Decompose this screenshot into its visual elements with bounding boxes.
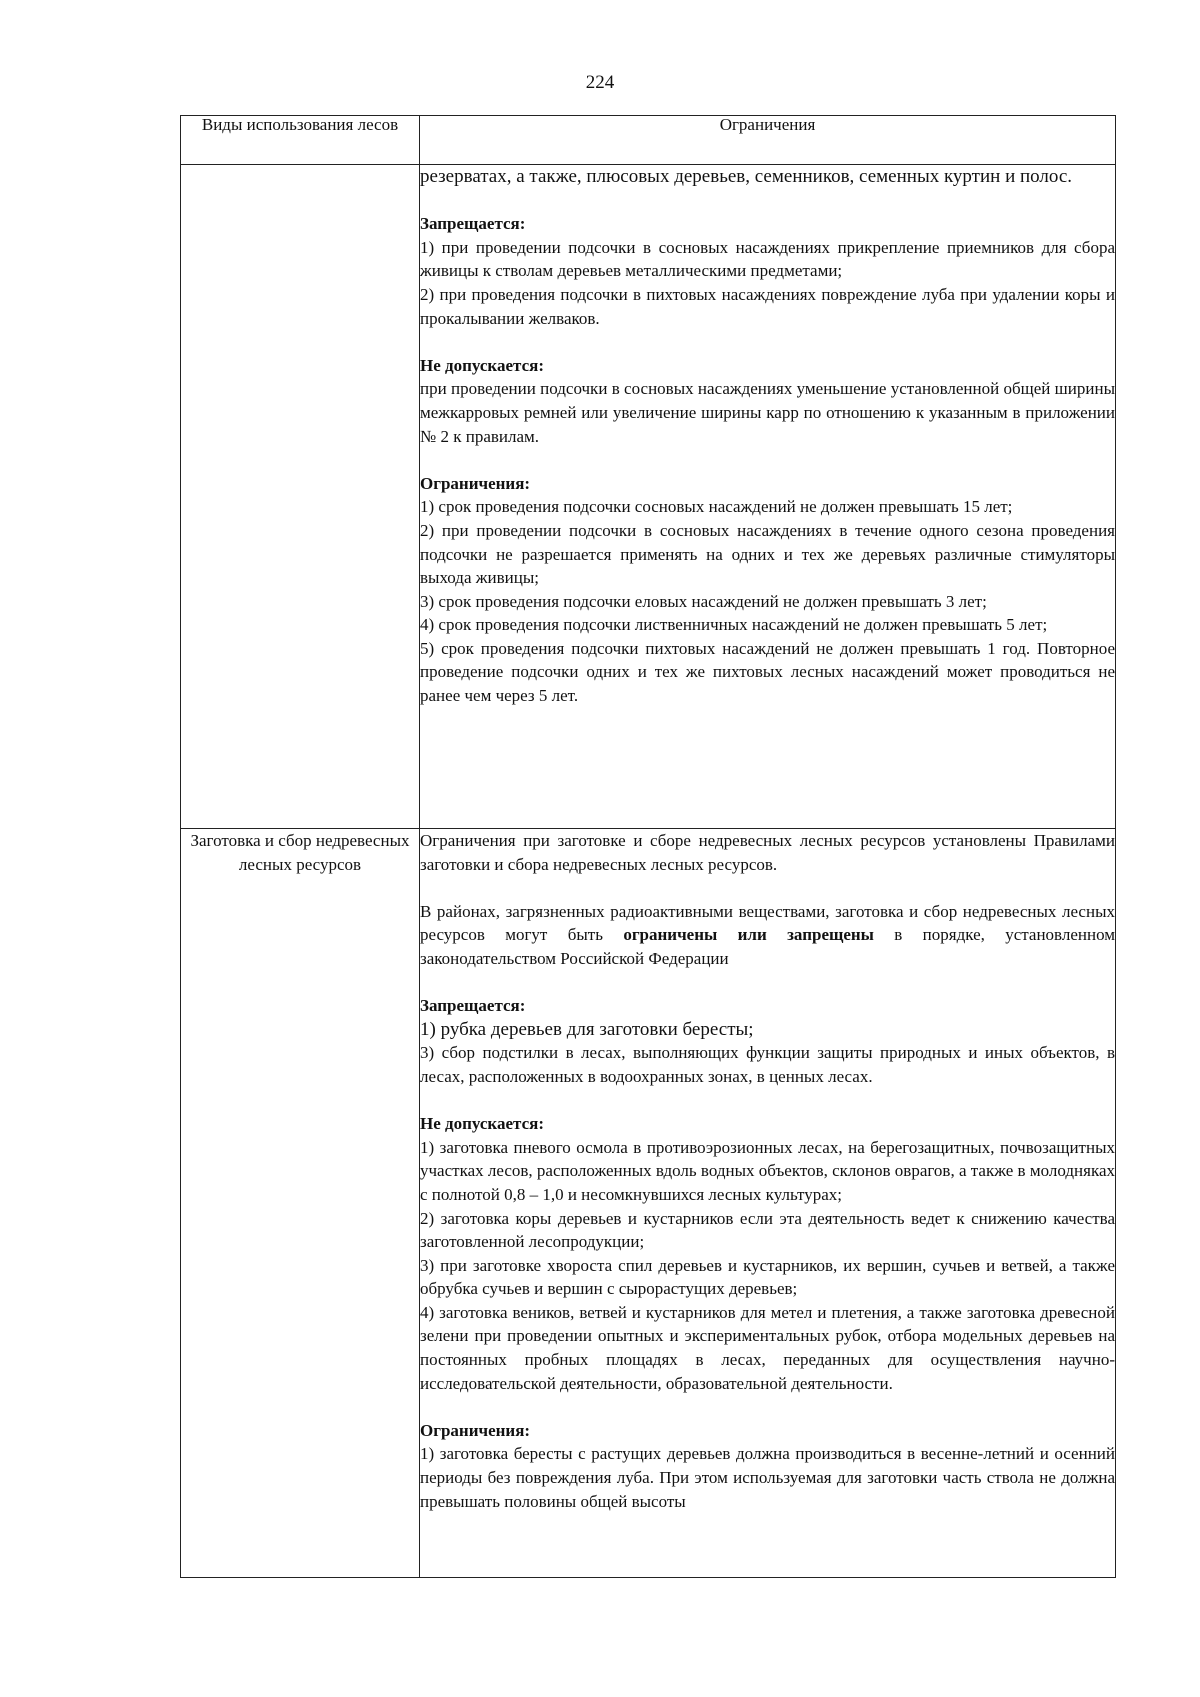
paragraph-spacer (420, 189, 1115, 213)
paragraph: 2) при проведения подсочки в пихтовых насаждениях повреждение луба при удалении коры и прокалывании желваков. (420, 284, 1115, 328)
paragraph: 1) срок проведения подсочки сосновых насаждений не должен превышать 15 лет; (420, 497, 1013, 517)
paragraph-spacer (420, 876, 1115, 900)
paragraph-spacer (420, 448, 1115, 472)
section-heading: Запрещается: (420, 214, 526, 234)
section-heading: Запрещается: (420, 996, 526, 1016)
header-restrictions: Ограничения (420, 116, 1116, 165)
paragraph: Ограничения при заготовке и сборе недревесных лесных ресурсов установлены Правилами заготовки и сбора недревесных лесных ресурсов. (420, 831, 1115, 874)
paragraph: 1) заготовка пневого осмола в противоэрозионных лесах, на берегозащитных, почвозащитных участках лесов, расположенных вдоль водных объектов, склонов оврагов, а также в молодняках с полнотой 0,8 – 1,0 и несомкнувшихся лесных культурах; (420, 1137, 1115, 1204)
paragraph-spacer (420, 330, 1115, 354)
paragraph-spacer (420, 1395, 1115, 1419)
forest-use-cell (181, 165, 420, 829)
section-heading: Ограничения: (420, 473, 531, 493)
restrictions-cell (420, 829, 1116, 1578)
restrictions-table (180, 115, 1116, 1578)
table-row (181, 829, 1116, 1578)
paragraph-text: в порядке, установленном законодательством Российской Федерации (420, 925, 1116, 968)
paragraph: 3) срок проведения подсочки еловых насаждений не должен превышать 3 лет; (420, 591, 987, 611)
section-heading: Не допускается: (420, 355, 544, 375)
paragraph: 2) при проведении подсочки в сосновых насаждениях в течение одного сезона проведения подсочки не разрешается применять на одних и тех же деревьях различные стимуляторы выхода живицы; (420, 520, 1115, 588)
paragraph (420, 900, 1115, 971)
paragraph-spacer (420, 971, 1115, 995)
paragraph: 4) срок проведения подсочки лиственничных насаждений не должен превышать 5 лет; (420, 615, 1048, 635)
paragraph: 1) рубка деревьев для заготовки бересты; (420, 1018, 754, 1040)
paragraph: 5) срок проведения подсочки пихтовых насаждений не должен превышать 1 год. Повторное проведение подсочки одних и тех же пихтовых лесных насаждений может проводиться не ранее чем через 5 лет. (420, 638, 1115, 706)
paragraph: 2) заготовка коры деревьев и кустарников если эта деятельность ведет к снижению качества заготовленной лесопродукции; (420, 1208, 1115, 1252)
paragraph: резерватах, а также, плюсовых деревьев, семенников, семенных куртин и полос. (420, 166, 1073, 187)
paragraph: 4) заготовка веников, ветвей и кустарников для метел и плетения, а также заготовка древесной зелени при проведении опытных и экспериментальных рубок, отбора модельных деревьев на постоянных пробных площадях в лесах, переданных для осуществления научно-исследовательской деятельности, образовательной деятельности. (420, 1302, 1115, 1393)
paragraph: 1) при проведении подсочки в сосновых насаждениях прикрепление приемников для сбора живицы к стволам деревьев металлическими предметами; (420, 237, 1115, 281)
page-number: 224 (585, 72, 615, 93)
table-row (181, 165, 1116, 829)
restrictions-cell (420, 165, 1116, 829)
paragraph: 1) заготовка бересты с растущих деревьев должна производиться в весенне-летний и осенний периоды без повреждения луба. При этом используемая для заготовки часть ствола не должна превышать половины общей высоты (420, 1444, 1115, 1511)
section-heading: Не допускается: (420, 1114, 544, 1134)
header-forest-use-types: Виды использования лесов (181, 116, 420, 165)
paragraph-text: В районах, загрязненных радиоактивными веществами, заготовка и сбор недревесных лесных ресурсов могут быть (420, 901, 1115, 945)
section-heading: Ограничения: (420, 1420, 531, 1440)
paragraph: при проведении подсочки в сосновых насаждениях уменьшение установленной общей ширины межкарровых ремней или увеличение ширины карр по отношению к указанным в приложении № 2 к правилам. (420, 379, 1115, 446)
table-header-row (181, 116, 1116, 165)
paragraph-spacer (420, 1089, 1115, 1113)
forest-use-cell: Заготовка и сбор недревесных лесных ресурсов (181, 829, 420, 1578)
emphasis-text: ограничены или запрещены (623, 925, 874, 945)
paragraph: 3) сбор подстилки в лесах, выполняющих функции защиты природных и иных объектов, в лесах, расположенных в водоохранных зонах, в ценных лесах. (420, 1043, 1115, 1086)
paragraph: 3) при заготовке хвороста спил деревьев и кустарников, их вершин, сучьев и ветвей, а также обрубка сучьев и вершин с сырорастущих деревьев; (420, 1255, 1115, 1299)
